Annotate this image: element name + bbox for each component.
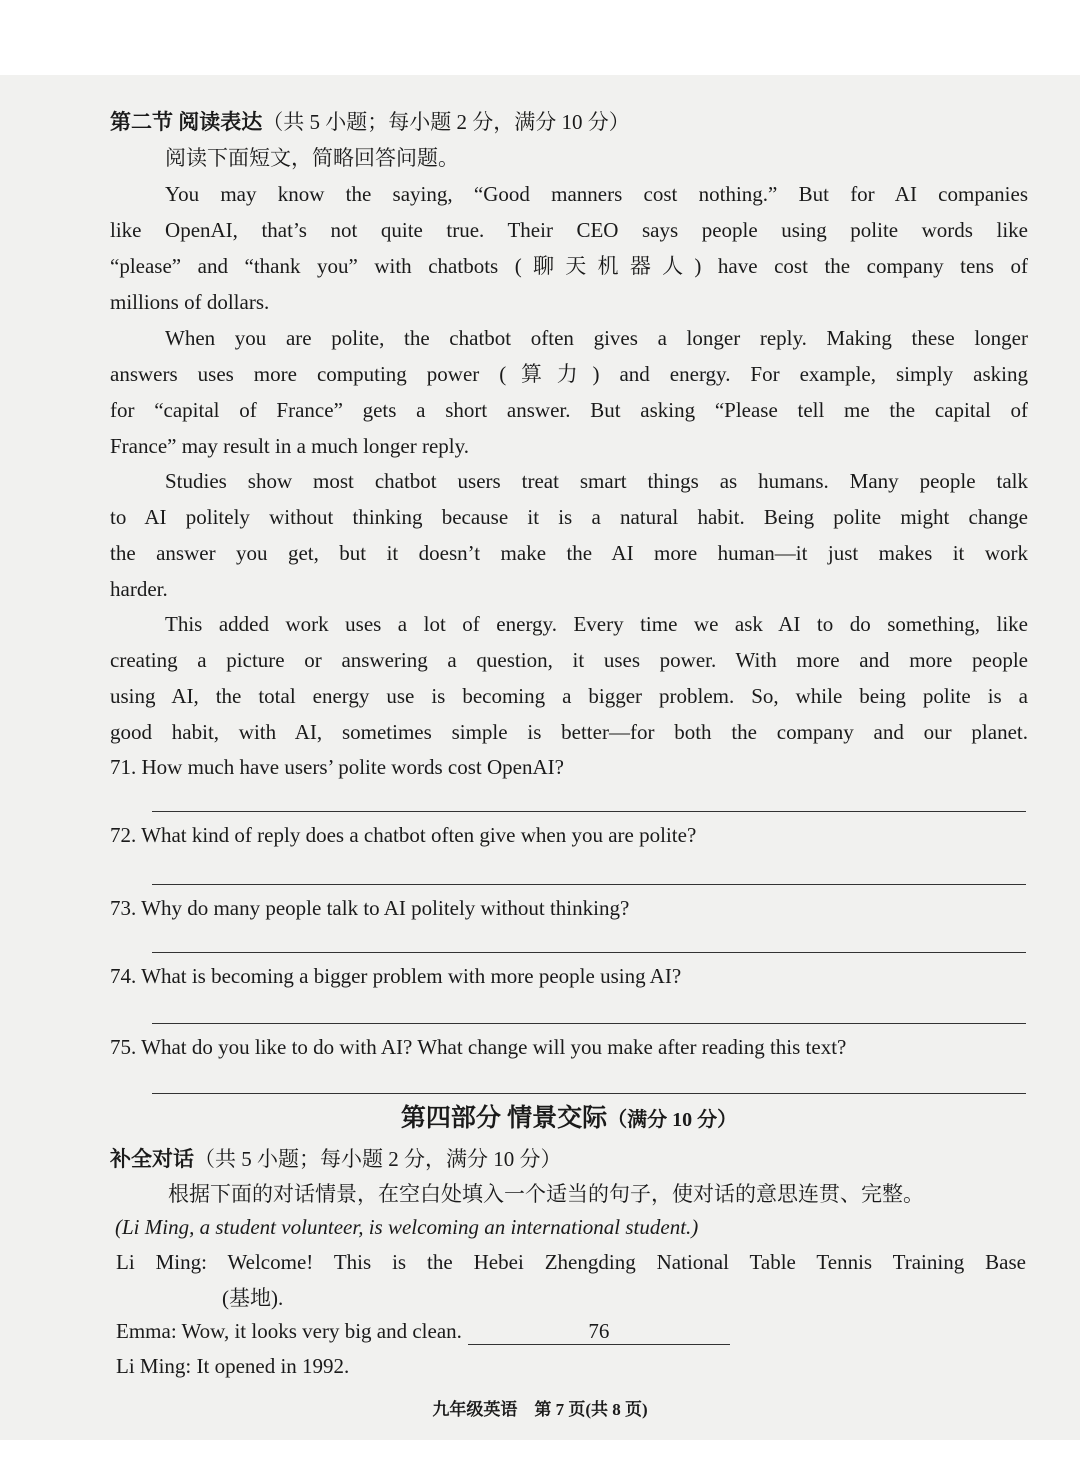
question-73: 73. Why do many people talk to AI politely without thinking? — [110, 896, 630, 920]
part4-heading — [110, 1100, 1028, 1139]
passage-line: millions of dollars. — [110, 290, 270, 314]
passage-line: for “capital of France” gets a short answer. But asking “Please tell me the capital of — [110, 398, 1028, 422]
dialogue-line-emma — [116, 1313, 1034, 1349]
blank-76[interactable]: 76 — [468, 1318, 730, 1345]
dialogue-line: Li Ming: Welcome! This is the Hebei Zhengding National Table Tennis Training Base — [116, 1250, 1026, 1274]
passage-line: Studies show most chatbot users treat smart things as humans. Many people talk — [165, 469, 1028, 493]
section-title: 第二节 阅读表达 — [110, 110, 263, 134]
dialogue-title: 补全对话 — [110, 1147, 194, 1171]
dialogue-line: Li Ming: It opened in 1992. — [116, 1354, 350, 1378]
section-note: （共 5 小题；每小题 2 分，满分 10 分） — [262, 110, 630, 134]
passage-line: like OpenAI, that’s not quite true. Their CEO says people using polite words like — [110, 218, 1028, 242]
answer-line-75[interactable] — [152, 1093, 1026, 1094]
question-75: 75. What do you like to do with AI? What change will you make after reading this text? — [110, 1035, 847, 1059]
question-71: 71. How much have users’ polite words cost OpenAI? — [110, 755, 564, 779]
passage-line: good habit, with AI, sometimes simple is better—for both the company and our planet. — [110, 720, 1028, 744]
answer-line-71[interactable] — [152, 811, 1026, 812]
question-72: 72. What kind of reply does a chatbot often give when you are polite? — [110, 823, 697, 847]
reading-instruction: 阅读下面短文，简略回答问题。 — [165, 146, 459, 170]
part4-title-note: （满分 10 分） — [607, 1109, 738, 1131]
answer-line-73[interactable] — [152, 952, 1026, 953]
question-74: 74. What is becoming a bigger problem with more people using AI? — [110, 964, 682, 988]
dialogue-note: （共 5 小题；每小题 2 分，满分 10 分） — [194, 1147, 562, 1171]
passage-line: to AI politely without thinking because it is a natural habit. Being polite might change — [110, 505, 1028, 529]
passage-line: You may know the saying, “Good manners cost nothing.” But for AI companies — [165, 182, 1028, 206]
passage-line: creating a picture or answering a question, it uses power. With more and more people — [110, 648, 1028, 672]
dialogue-line: (基地). — [222, 1286, 284, 1310]
dialogue-context: (Li Ming, a student volunteer, is welcoming an international student.) — [115, 1215, 699, 1239]
answer-line-72[interactable] — [152, 884, 1026, 885]
passage-line: harder. — [110, 577, 168, 601]
passage-line: using AI, the total energy use is becoming a bigger problem. So, while being polite is a — [110, 684, 1028, 708]
passage-line: answers uses more computing power (算力) and energy. For example, simply asking — [110, 362, 1028, 386]
dialogue-heading — [110, 1141, 1028, 1177]
dialogue-line: Emma: Wow, it looks very big and clean. — [116, 1319, 462, 1343]
part4-title: 第四部分 情景交际 — [400, 1105, 608, 1132]
passage-line: “please” and “thank you” with chatbots (聊天机器人) have cost the company tens of — [110, 254, 1028, 278]
section-heading — [110, 104, 1028, 140]
page-footer: 九年级英语 第 7 页(共 8 页) — [432, 1400, 648, 1419]
passage-line: France” may result in a much longer reply. — [110, 434, 470, 458]
passage-line: This added work uses a lot of energy. Every time we ask AI to do something, like — [165, 612, 1028, 636]
passage-line: When you are polite, the chatbot often gives a longer reply. Making these longer — [165, 326, 1028, 350]
answer-line-74[interactable] — [152, 1023, 1026, 1024]
passage-line: the answer you get, but it doesn’t make the AI more human—it just makes it work — [110, 541, 1028, 565]
dialogue-instruction: 根据下面的对话情景，在空白处填入一个适当的句子，使对话的意思连贯、完整。 — [168, 1182, 924, 1206]
